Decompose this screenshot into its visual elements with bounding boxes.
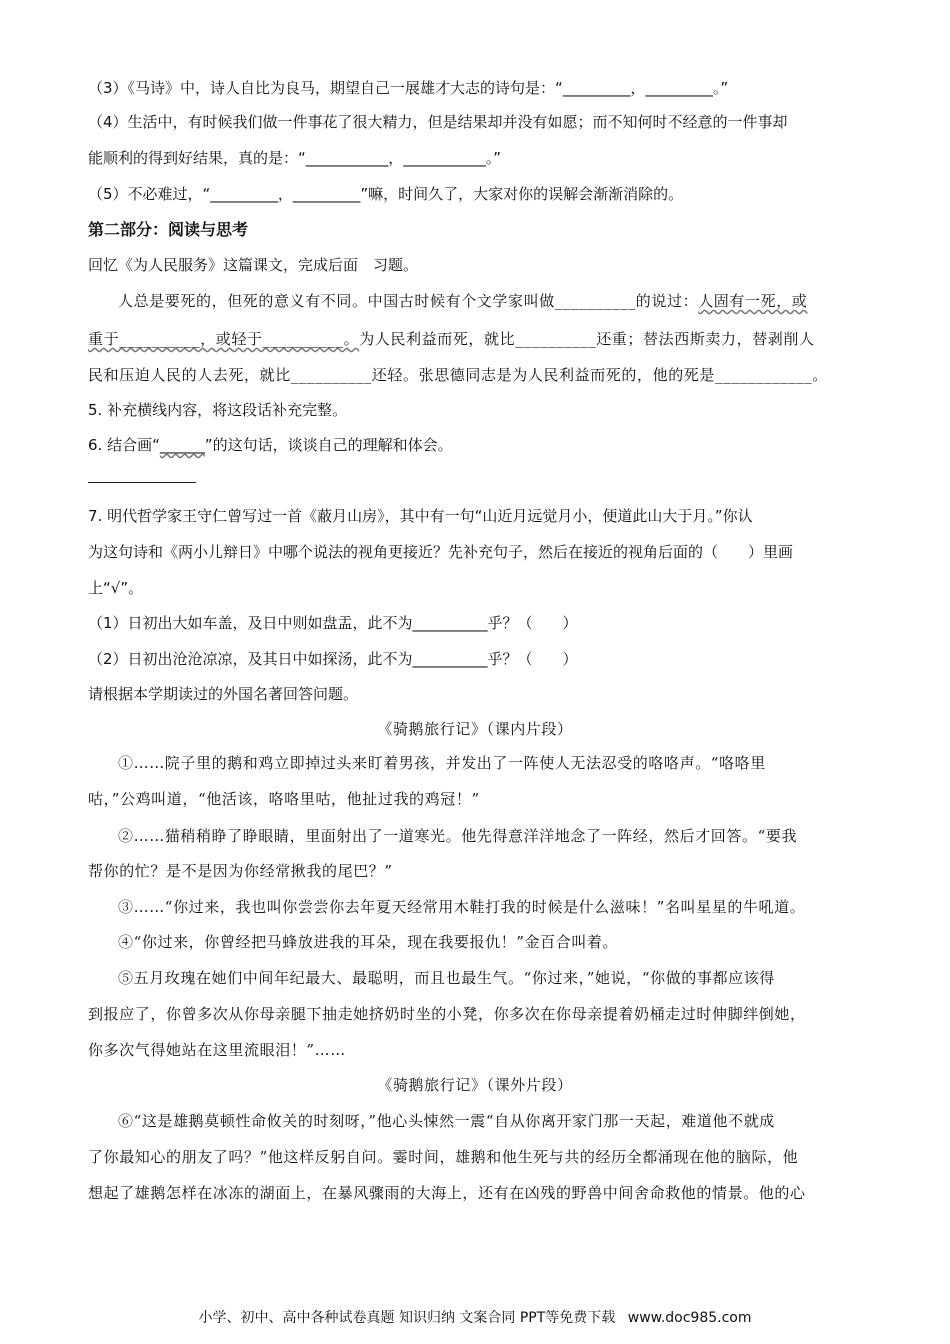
passage-text: 为人民利益而死，就比__________还重；替法西斯卖力，替剥削人 [359, 330, 815, 348]
footer-link[interactable]: www.doc985.com [627, 1310, 752, 1326]
passage-line-2 [88, 329, 815, 349]
page-footer [0, 1307, 950, 1327]
fill-item-4-cont: 能顺利的得到好结果，真的是：“___________，___________。” [88, 149, 502, 167]
question-7-line-2: 为这句诗和《两小儿辩日》中哪个说法的视角更接近？先补充句子，然后在接近的视角后面的（ ）里画 [88, 543, 794, 561]
excerpt1-line: ⑤五月玫瑰在她们中间年纪最大、最聪明，而且也最生气。“你过来，”她说，“你做的事都应该得 [118, 969, 775, 987]
excerpt1-line: 你多次气得她站在这里流眼泪！”…… [88, 1041, 346, 1059]
excerpt1-line: ④“你过来，你曾经把马蜂放进我的耳朵，现在我要报仇！”金百合叫着。 [118, 933, 619, 951]
excerpt2-line: 了你最知心的朋友了吗？”他这样反躬自问。霎时间，雄鹅和他生死与共的经历全都涌现在他的脑际，他 [88, 1148, 799, 1166]
q6-text: ”的这句话，谈谈自己的理解和体会。 [204, 436, 453, 454]
fill-item-4: （4）生活中，有时候我们做一件事花了很大精力，但是结果却并没有如愿；而不知何时不经意的一件事却 [88, 113, 788, 131]
wavy-underline-text: 重于__________，或轻于__________。 [88, 330, 360, 348]
excerpt2-line: ⑥“这是雄鹅莫顿性命攸关的时刻呀，”他心头悚然一震“自从你离开家门那一天起，难道他不就成 [118, 1112, 775, 1130]
q6-text: 6. 结合画“ [88, 436, 160, 454]
question-7-sub-1: （1）日初出大如车盖，及日中则如盘盂，此不为__________乎？（ ） [88, 614, 578, 632]
question-5: 5. 补充横线内容，将这段话补充完整。 [88, 401, 348, 419]
excerpt1-title: 《骑鹅旅行记》（课内片段） [377, 720, 573, 738]
passage-line-3: 民和压迫人民的人去死，就比__________还轻。张思德同志是为人民利益而死的，他的死是____________。 [88, 366, 828, 384]
excerpt1-line: ①……院子里的鹅和鸡立即掉过头来盯着男孩，并发出了一阵使人无法忍受的咯咯声。“咯咯里 [118, 754, 766, 772]
excerpt1-line: ②……猫稍稍睁了睁眼睛，里面射出了一道寒光。他先得意洋洋地念了一阵经，然后才回答。“要我 [118, 827, 798, 845]
recall-intro: 回忆《为人民服务》这篇课文，完成后面 习题。 [88, 256, 419, 274]
wavy-underline-text: 人固有一死，或 [698, 292, 808, 310]
question-6 [88, 435, 453, 455]
foreign-intro: 请根据本学期读过的外国名著回答问题。 [88, 685, 359, 703]
excerpt1-line: 咕，”公鸡叫道，“他活该，咯咯里咕，他扯过我的鸡冠！” [88, 790, 480, 808]
section-title: 第二部分：阅读与思考 [88, 220, 249, 239]
footer-text: 小学、初中、高中各种试卷真题 知识归纳 文案合同 PPT等免费下载 [198, 1310, 616, 1326]
excerpt1-line: 帮你的忙？是不是因为你经常揪我的尾巴？” [88, 862, 393, 880]
passage-text: 人总是要死的，但死的意义有不同。中国古时候有个文学家叫做__________的说过： [118, 292, 699, 310]
q6-mark: ______ [159, 436, 205, 454]
excerpt1-line: 到报应了，你曾多次从你母亲腿下抽走她挤奶时坐的小凳，你多次在你母亲提着奶桶走过时伸脚绊倒她， [88, 1005, 806, 1023]
fill-item-3: （3）《马诗》中，诗人自比为良马，期望自己一展雄才大志的诗句是：“_________，_________。” [88, 79, 729, 97]
passage-line-1 [118, 291, 807, 311]
question-7-line-3: 上“√”。 [88, 579, 144, 597]
fill-item-5: （5）不必难过，“_________，_________”嘛，时间久了，大家对你的误解会渐渐消除的。 [88, 185, 684, 203]
excerpt2-title: 《骑鹅旅行记》（课外片段） [377, 1076, 573, 1094]
answer-line [88, 482, 196, 483]
question-7-sub-2: （2）日初出沧沧凉凉，及其日中如探汤，此不为__________乎？（ ） [88, 650, 578, 668]
question-7-line-1: 7. 明代哲学家王守仁曾写过一首《蔽月山房》，其中有一句“山近月远觉月小，便道此山大于月。”你认 [88, 507, 753, 525]
excerpt1-line: ③……“你过来，我也叫你尝尝你去年夏天经常用木鞋打我的时候是什么滋味！”名叫星星的牛吼道。 [118, 898, 806, 916]
excerpt2-line: 想起了雄鹅怎样在冰冻的湖面上，在暴风骤雨的大海上，还有在凶残的野兽中间舍命救他的情景。他的心 [88, 1184, 806, 1202]
